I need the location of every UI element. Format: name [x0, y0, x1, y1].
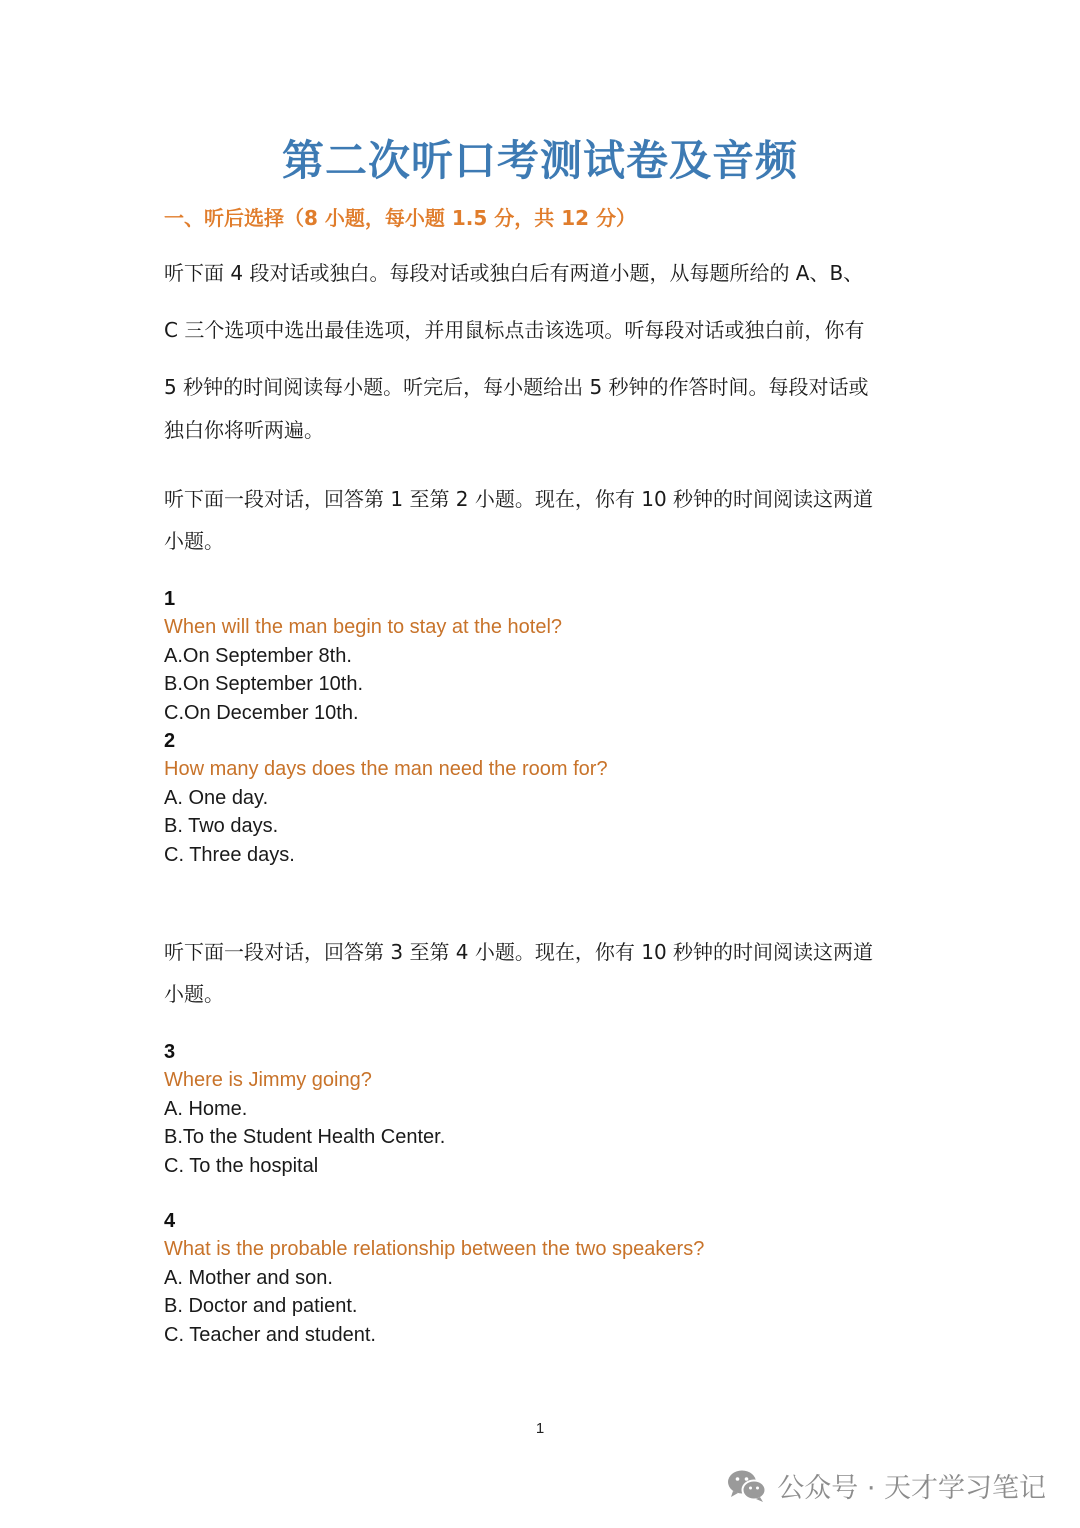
passage-prompt-line: 小题。 [164, 529, 224, 553]
answer-option[interactable]: C. Three days. [164, 843, 295, 866]
section-heading: 一、听后选择（8 小题，每小题 1.5 分，共 12 分） [164, 206, 636, 230]
passage-prompt-line: 听下面一段对话，回答第 1 至第 2 小题。现在，你有 10 秒钟的时间阅读这两道 [164, 487, 874, 511]
question-group-4 [164, 1207, 964, 1349]
answer-option[interactable]: A. Home. [164, 1097, 248, 1120]
answer-option[interactable]: C. Teacher and student. [164, 1323, 376, 1346]
wechat-icon [727, 1469, 767, 1503]
question-group-1-2 [164, 585, 964, 869]
question-number: 2 [164, 730, 176, 753]
passage-prompt-2 [164, 935, 924, 1011]
passage-prompt-1 [164, 482, 924, 558]
answer-option[interactable]: B. Two days. [164, 815, 279, 838]
question-text: When will the man begin to stay at the hotel? [164, 616, 563, 639]
question-number: 4 [164, 1210, 176, 1232]
instructions-line: C 三个选项中选出最佳选项，并用鼠标点击该选项。听每段对话或独白前，你有 [164, 318, 865, 342]
answer-option[interactable]: C. To the hospital [164, 1154, 319, 1177]
instructions-paragraph [164, 256, 924, 447]
answer-option[interactable]: B. Doctor and patient. [164, 1295, 358, 1318]
instructions-line: 听下面 4 段对话或独白。每段对话或独白后有两道小题，从每题所给的 A、B、 [164, 261, 864, 285]
answer-option[interactable]: A. One day. [164, 786, 269, 809]
instructions-line: 独白你将听两遍。 [164, 418, 324, 442]
watermark-text: 公众号 · 天才学习笔记 [777, 1473, 1046, 1504]
page-number: 1 [535, 1420, 545, 1437]
watermark [727, 1466, 1046, 1505]
answer-option[interactable]: A.On September 8th. [164, 644, 352, 667]
answer-option[interactable]: C.On December 10th. [164, 701, 359, 724]
page-title: 第二次听口考测试卷及音频 [281, 136, 798, 185]
answer-option[interactable]: B.On September 10th. [164, 673, 364, 696]
answer-option[interactable]: A. Mother and son. [164, 1266, 333, 1289]
instructions-line: 5 秒钟的时间阅读每小题。听完后，每小题给出 5 秒钟的作答时间。每段对话或 [164, 375, 869, 399]
answer-option[interactable]: B.To the Student Health Center. [164, 1126, 446, 1149]
passage-prompt-line: 小题。 [164, 982, 224, 1006]
question-number: 1 [164, 588, 176, 610]
question-number: 3 [164, 1041, 176, 1063]
question-text: Where is Jimmy going? [164, 1069, 372, 1092]
question-text: What is the probable relationship between the two speakers? [164, 1238, 705, 1261]
passage-prompt-line: 听下面一段对话，回答第 3 至第 4 小题。现在，你有 10 秒钟的时间阅读这两道 [164, 940, 874, 964]
question-text: How many days does the man need the room for? [164, 758, 608, 781]
question-group-3 [164, 1038, 964, 1180]
